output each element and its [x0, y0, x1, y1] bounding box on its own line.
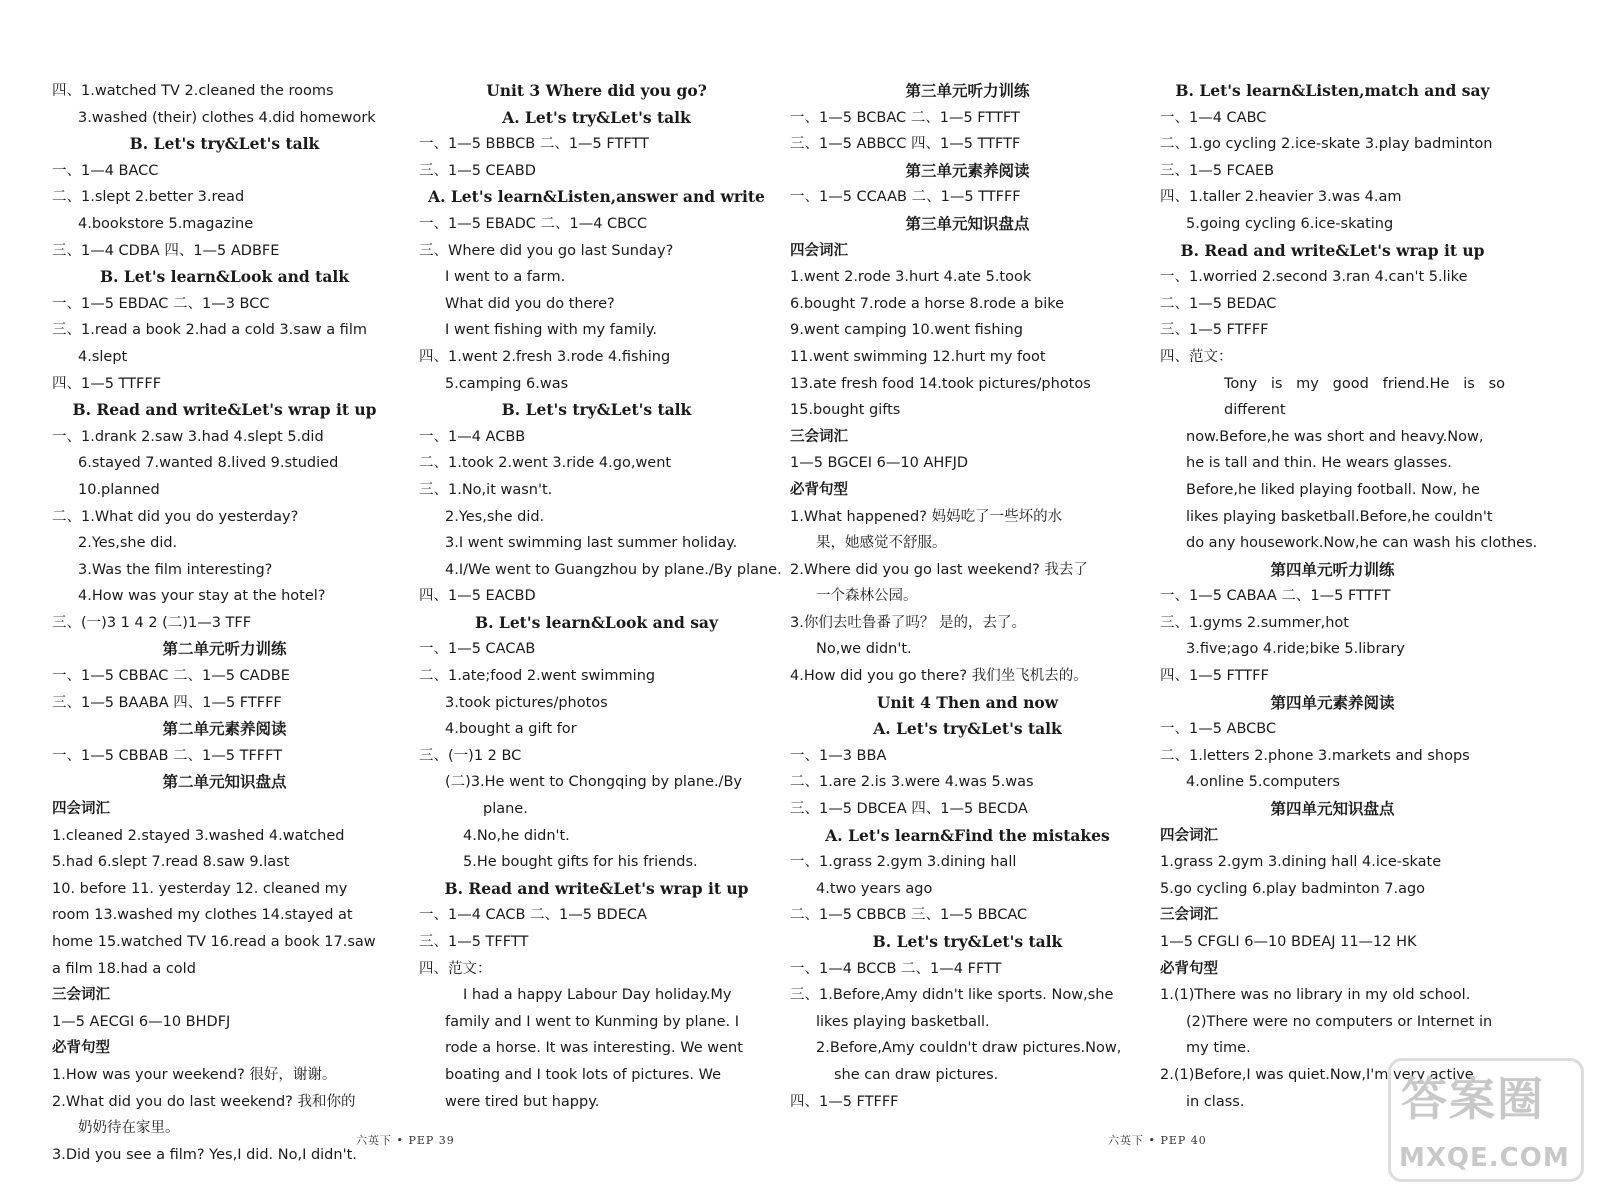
- section-heading: B. Let's try&Let's talk: [129, 134, 320, 154]
- answer-line: 四、1.taller 2.heavier 3.was 4.am: [1160, 189, 1402, 206]
- answer-line: home 15.watched TV 16.read a book 17.saw: [52, 934, 376, 950]
- section-heading: Unit 3 Where did you go?: [486, 81, 707, 100]
- answer-line: 四、1—5 TTFFF: [52, 375, 162, 392]
- section-heading: 第四单元听力训练: [1270, 559, 1395, 579]
- section-heading: A. Let's try&Let's talk: [873, 719, 1062, 739]
- answer-line: 四、1.watched TV 2.cleaned the rooms: [52, 83, 334, 99]
- answer-line: 3.你们去吐鲁番了吗？ 是的，去了。: [790, 614, 1026, 631]
- answer-line: my time.: [1186, 1040, 1251, 1057]
- answer-column-1: [52, 78, 397, 1168]
- answer-line: 一、1—3 BBA: [790, 747, 887, 764]
- answer-line: 三、1—5 FCAEB: [1160, 162, 1275, 179]
- answer-line: No,we didn't.: [816, 641, 912, 658]
- subsection-label: 四会词汇: [1160, 827, 1218, 844]
- watermark-logo: [1388, 1058, 1584, 1182]
- answer-line: now.Before,he was short and heavy.Now,: [1186, 428, 1484, 445]
- answer-line: 13.ate fresh food 14.took pictures/photos: [790, 375, 1091, 392]
- answer-line: I went fishing with my family.: [445, 322, 658, 339]
- answer-line: 三、1—4 CDBA 四、1—5 ADBFE: [52, 242, 280, 259]
- answer-line: 一、1—4 ACBB: [419, 428, 526, 445]
- answer-line: 一、1.grass 2.gym 3.dining hall: [790, 854, 1017, 871]
- answer-line: 1.What happened? 妈妈吃了一些坏的水: [790, 508, 1063, 525]
- answer-line: 三、(一)3 1 4 2 (二)1—3 TFF: [52, 614, 252, 631]
- answer-line: 9.went camping 10.went fishing: [790, 322, 1023, 339]
- section-heading: A. Let's learn&Listen,answer and write: [428, 187, 765, 207]
- answer-line: 4.bookstore 5.magazine: [78, 215, 254, 232]
- section-heading: B. Read and write&Let's wrap it up: [72, 400, 377, 420]
- answer-line: 三、(一)1 2 BC: [419, 747, 522, 764]
- answer-line: 一、1—4 CACB 二、1—5 BDECA: [419, 907, 647, 924]
- answer-line: family and I went to Kunming by plane. I: [445, 1013, 740, 1030]
- answer-line: 一个森林公园。: [816, 588, 918, 605]
- answer-line: 一、1—5 EBDAC 二、1—3 BCC: [52, 295, 270, 312]
- subsection-label: 三会词汇: [52, 987, 110, 1004]
- answer-line: 15.bought gifts: [790, 402, 901, 419]
- answer-line: 5.camping 6.was: [445, 375, 569, 392]
- answer-line: 2.Yes,she did.: [78, 535, 178, 552]
- section-heading: A. Let's try&Let's talk: [502, 107, 691, 127]
- answer-line: 一、1—4 BACC: [52, 162, 159, 179]
- subsection-label: 三会词汇: [1160, 907, 1218, 924]
- answer-line: 6.stayed 7.wanted 8.lived 9.studied: [78, 455, 339, 472]
- answer-line: 三、1—5 DBCEA 四、1—5 BECDA: [790, 801, 1028, 818]
- answer-line: 3.Did you see a film? Yes,I did. No,I didn't.: [52, 1146, 357, 1163]
- subsection-label: 四会词汇: [52, 801, 110, 818]
- answer-line: 1.grass 2.gym 3.dining hall 4.ice-skate: [1160, 854, 1442, 871]
- answer-line: 二、1.ate;food 2.went swimming: [419, 668, 656, 685]
- answer-line: 1—5 BGCEI 6—10 AHFJD: [790, 455, 969, 472]
- answer-line: 三、1—5 BAABA 四、1—5 FTFFF: [52, 694, 282, 711]
- answer-line: 2.What did you do last weekend? 我和你的: [52, 1093, 356, 1110]
- answer-line: 一、1—5 CACAB: [419, 641, 536, 658]
- section-heading: B. Let's learn&Listen,match and say: [1175, 81, 1490, 100]
- answer-line: 一、1—5 BCBAC 二、1—5 FTTFT: [790, 109, 1020, 126]
- section-heading: 第二单元听力训练: [162, 639, 287, 659]
- answer-line: 3.Was the film interesting?: [78, 561, 273, 578]
- answer-line: 4.two years ago: [816, 880, 933, 897]
- answer-line: 一、1—5 BBBCB 二、1—5 FTFTT: [419, 136, 649, 153]
- answer-line: 2.Before,Amy couldn't draw pictures.Now,: [816, 1040, 1122, 1057]
- section-heading: Unit 4 Then and now: [876, 692, 1059, 712]
- answer-line: 三、1—5 ABBCC 四、1—5 TTFTF: [790, 136, 1021, 153]
- answer-line: plane.: [483, 801, 528, 818]
- answer-line: (2)There were no computers or Internet in: [1186, 1013, 1493, 1030]
- section-heading: B. Let's learn&Look and say: [475, 612, 718, 632]
- answer-line: 二、1—5 BEDAC: [1160, 295, 1277, 312]
- answer-line: 果，她感觉不舒服。: [816, 535, 947, 552]
- answer-column-2: [419, 78, 782, 1115]
- section-heading: 第四单元素养阅读: [1270, 692, 1395, 712]
- answer-line: 3.five;ago 4.ride;bike 5.library: [1186, 641, 1405, 658]
- answer-line: 二、1.letters 2.phone 3.markets and shops: [1160, 747, 1470, 764]
- answer-line: 4.slept: [78, 348, 128, 365]
- answer-line: 10. before 11. yesterday 12. cleaned my: [52, 880, 348, 897]
- answer-line: 四、范文：: [419, 960, 492, 977]
- section-heading: B. Let's learn&Look and talk: [100, 267, 349, 287]
- answer-line: 1.How was your weekend? 很好，谢谢。: [52, 1066, 337, 1083]
- answer-line: 5.going cycling 6.ice-skating: [1186, 215, 1394, 232]
- answer-line: 4.bought a gift for: [445, 721, 577, 738]
- section-heading: A. Let's learn&Find the mistakes: [825, 825, 1110, 845]
- page-footer-right: 六英下 • PEP 40: [1108, 1134, 1207, 1147]
- section-heading: 第三单元素养阅读: [905, 160, 1030, 180]
- answer-line: 四、1—5 FTTFF: [1160, 668, 1269, 685]
- answer-line: 3.I went swimming last summer holiday.: [445, 535, 738, 552]
- answer-line: 二、1—5 CBBCB 三、1—5 BBCAC: [790, 907, 1028, 924]
- answer-line: 一、1—4 BCCB 二、1—4 FFTT: [790, 960, 1002, 977]
- section-heading: 第三单元听力训练: [905, 81, 1030, 100]
- answer-line: room 13.washed my clothes 14.stayed at: [52, 907, 353, 924]
- answer-line: Tony is my good friend.He is so different: [1224, 375, 1505, 419]
- answer-line: 一、1—5 CBBAC 二、1—5 CADBE: [52, 668, 290, 685]
- answer-line: 5.had 6.slept 7.read 8.saw 9.last: [52, 854, 290, 871]
- answer-line: 二、1.are 2.is 3.were 4.was 5.was: [790, 774, 1034, 791]
- answer-line: 1.cleaned 2.stayed 3.washed 4.watched: [52, 827, 345, 844]
- answer-line: 3.took pictures/photos: [445, 694, 608, 711]
- answer-column-3: [790, 78, 1145, 1115]
- answer-line: 三、1.read a book 2.had a cold 3.saw a film: [52, 322, 367, 339]
- answer-line: 三、1.Before,Amy didn't like sports. Now,she: [790, 987, 1114, 1004]
- subsection-label: 必背句型: [1160, 960, 1218, 977]
- subsection-label: 必背句型: [52, 1040, 110, 1057]
- answer-line: 三、1—5 TFFTT: [419, 934, 529, 950]
- answer-line: 四、1—5 EACBD: [419, 588, 536, 605]
- answer-line: 2.Where did you go last weekend? 我去了: [790, 561, 1088, 578]
- answer-line: 4.I/We went to Guangzhou by plane./By plane.: [445, 561, 782, 578]
- answer-line: do any housework.Now,he can wash his clothes.: [1186, 535, 1538, 552]
- watermark-en: MXQE.COM: [1399, 1143, 1570, 1173]
- answer-line: 四、1—5 FTFFF: [790, 1093, 899, 1110]
- answer-line: 三、1—5 FTFFF: [1160, 322, 1269, 339]
- answer-line: 10.planned: [78, 481, 160, 498]
- answer-line: 二、1.What did you do yesterday?: [52, 508, 299, 525]
- answer-line: 5.go cycling 6.play badminton 7.ago: [1160, 880, 1426, 897]
- answer-line: 1—5 CFGLI 6—10 BDEAJ 11—12 HK: [1160, 934, 1417, 950]
- answer-column-4: [1160, 78, 1538, 1115]
- section-heading: 第二单元知识盘点: [162, 772, 287, 792]
- subsection-label: 四会词汇: [790, 242, 848, 259]
- answer-line: 1.went 2.rode 3.hurt 4.ate 5.took: [790, 269, 1032, 286]
- answer-line: 一、1.drank 2.saw 3.had 4.slept 5.did: [52, 428, 324, 445]
- answer-line: likes playing basketball.Before,he couldn't: [1186, 508, 1493, 525]
- answer-line: 奶奶待在家里。: [78, 1120, 180, 1137]
- answer-line: 一、1—4 CABC: [1160, 109, 1267, 126]
- answer-line: 二、1.took 2.went 3.ride 4.go,went: [419, 455, 672, 472]
- section-heading: B. Read and write&Let's wrap it up: [444, 878, 749, 898]
- answer-line: I went to a farm.: [445, 269, 566, 286]
- answer-line: 3.washed (their) clothes 4.did homework: [78, 109, 376, 126]
- answer-line: 4.online 5.computers: [1186, 774, 1340, 791]
- answer-line: she can draw pictures.: [834, 1066, 999, 1083]
- answer-line: 三、Where did you go last Sunday?: [419, 242, 674, 259]
- answer-line: 1.(1)There was no library in my old school.: [1160, 987, 1471, 1004]
- section-heading: 第三单元知识盘点: [905, 213, 1030, 233]
- answer-line: 4.How did you go there? 我们坐飞机去的。: [790, 668, 1088, 685]
- answer-line: 6.bought 7.rode a horse 8.rode a bike: [790, 295, 1065, 312]
- answer-line: he is tall and thin. He wears glasses.: [1186, 455, 1452, 472]
- answer-line: Before,he liked playing football. Now, he: [1186, 481, 1480, 498]
- answer-line: 三、1—5 CEABD: [419, 162, 536, 179]
- answer-line: 5.He bought gifts for his friends.: [463, 854, 698, 871]
- answer-line: 四、1.went 2.fresh 3.rode 4.fishing: [419, 348, 671, 365]
- section-heading: B. Let's try&Let's talk: [501, 400, 692, 420]
- answer-line: were tired but happy.: [445, 1093, 600, 1110]
- answer-line: 4.No,he didn't.: [463, 827, 570, 844]
- answer-line: rode a horse. It was interesting. We went: [445, 1040, 743, 1057]
- answer-line: 1—5 AECGI 6—10 BHDFJ: [52, 1013, 231, 1030]
- section-heading: B. Read and write&Let's wrap it up: [1180, 240, 1485, 260]
- subsection-label: 必背句型: [790, 481, 848, 498]
- watermark-cn: 答案圈: [1401, 1072, 1545, 1126]
- answer-line: 一、1—5 EBADC 二、1—4 CBCC: [419, 215, 648, 232]
- answer-line: 三、1.No,it wasn't.: [419, 481, 553, 498]
- answer-line: 2.Yes,she did.: [445, 508, 545, 525]
- answer-line: 11.went swimming 12.hurt my foot: [790, 348, 1046, 365]
- answer-line: in class.: [1186, 1093, 1245, 1110]
- answer-line: 四、范文：: [1160, 348, 1233, 365]
- answer-line: I had a happy Labour Day holiday.My: [463, 987, 732, 1004]
- answer-line: boating and I took lots of pictures. We: [445, 1066, 722, 1083]
- section-heading: 第四单元知识盘点: [1270, 799, 1395, 819]
- answer-line: 2.(1)Before,I was quiet.Now,I'm very active: [1160, 1066, 1474, 1083]
- answer-line: What did you do there?: [445, 295, 615, 312]
- page-footer-left: 六英下 • PEP 39: [356, 1134, 455, 1147]
- answer-line: likes playing basketball.: [816, 1013, 990, 1030]
- answer-line: 二、1.slept 2.better 3.read: [52, 189, 245, 206]
- answer-line: 一、1—5 CBBAB 二、1—5 TFFFT: [52, 747, 283, 764]
- answer-line: (二)3.He went to Chongqing by plane./By: [445, 774, 742, 791]
- answer-line: 一、1—5 ABCBC: [1160, 721, 1277, 738]
- answer-line: 一、1—5 CABAA 二、1—5 FTTFT: [1160, 588, 1391, 605]
- subsection-label: 三会词汇: [790, 428, 848, 445]
- answer-line: 一、1.worried 2.second 3.ran 4.can't 5.like: [1160, 269, 1468, 286]
- answer-line: 二、1.go cycling 2.ice-skate 3.play badminton: [1160, 136, 1493, 153]
- section-heading: 第二单元素养阅读: [162, 719, 287, 739]
- answer-line: 三、1.gyms 2.summer,hot: [1160, 614, 1349, 631]
- section-heading: B. Let's try&Let's talk: [872, 932, 1063, 951]
- answer-line: a film 18.had a cold: [52, 960, 196, 977]
- answer-line: 4.How was your stay at the hotel?: [78, 588, 326, 605]
- answer-line: 一、1—5 CCAAB 二、1—5 TTFFF: [790, 189, 1021, 206]
